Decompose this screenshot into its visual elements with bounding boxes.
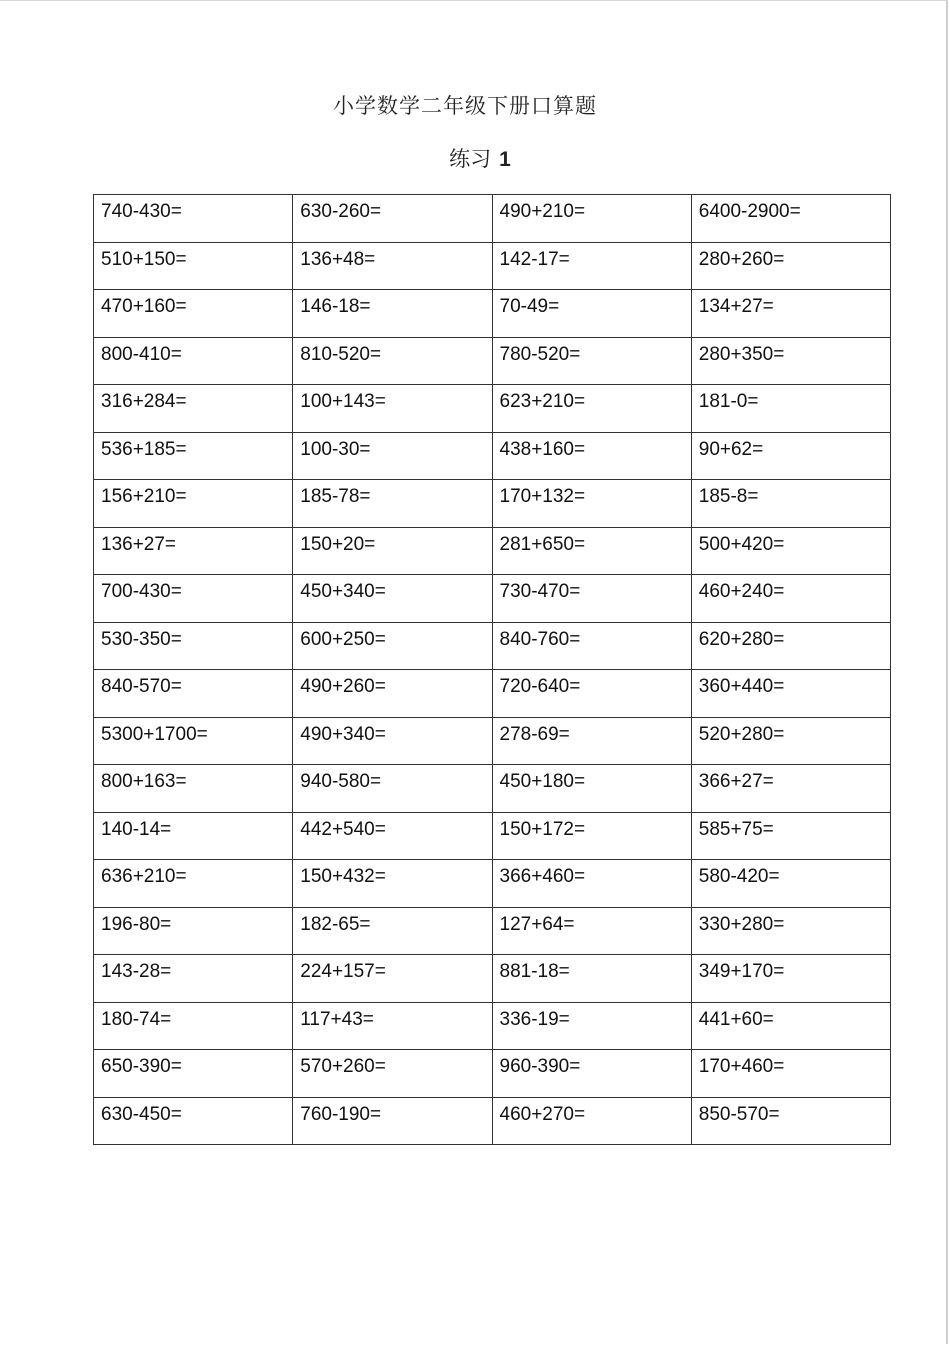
problem-cell: 600+250= <box>293 622 492 670</box>
problem-cell: 530-350= <box>94 622 293 670</box>
problem-cell: 156+210= <box>94 480 293 528</box>
table-row <box>94 337 891 385</box>
problem-cell: 146-18= <box>293 290 492 338</box>
problem-cell: 850-570= <box>691 1097 890 1145</box>
table-row <box>94 527 891 575</box>
problem-cell: 760-190= <box>293 1097 492 1145</box>
problem-cell: 150+172= <box>492 812 691 860</box>
table-row <box>94 1097 891 1145</box>
problem-cell: 630-450= <box>94 1097 293 1145</box>
problem-cell: 442+540= <box>293 812 492 860</box>
problem-cell: 580-420= <box>691 860 890 908</box>
problem-cell: 100-30= <box>293 432 492 480</box>
problem-cell: 185-78= <box>293 480 492 528</box>
problem-cell: 620+280= <box>691 622 890 670</box>
problem-cell: 280+260= <box>691 242 890 290</box>
problem-cell: 100+143= <box>293 385 492 433</box>
problem-cell: 90+62= <box>691 432 890 480</box>
problem-cell: 281+650= <box>492 527 691 575</box>
problem-cell: 720-640= <box>492 670 691 718</box>
problem-cell: 450+180= <box>492 765 691 813</box>
problem-cell: 470+160= <box>94 290 293 338</box>
problem-cell: 730-470= <box>492 575 691 623</box>
problem-cell: 881-18= <box>492 955 691 1003</box>
problem-cell: 510+150= <box>94 242 293 290</box>
problem-cell: 330+280= <box>691 907 890 955</box>
table-row <box>94 670 891 718</box>
problem-cell: 360+440= <box>691 670 890 718</box>
problem-cell: 196-80= <box>94 907 293 955</box>
table-row <box>94 907 891 955</box>
table-row <box>94 955 891 1003</box>
problem-table <box>93 194 891 1145</box>
problem-cell: 181-0= <box>691 385 890 433</box>
problem-cell: 840-760= <box>492 622 691 670</box>
problem-cell: 150+432= <box>293 860 492 908</box>
problem-cell: 960-390= <box>492 1050 691 1098</box>
problem-cell: 182-65= <box>293 907 492 955</box>
problem-cell: 570+260= <box>293 1050 492 1098</box>
table-row <box>94 622 891 670</box>
problem-cell: 623+210= <box>492 385 691 433</box>
problem-cell: 700-430= <box>94 575 293 623</box>
table-row <box>94 432 891 480</box>
problem-cell: 134+27= <box>691 290 890 338</box>
page-title: 小学数学二年级下册口算题 <box>333 94 597 118</box>
problem-cell: 940-580= <box>293 765 492 813</box>
exercise-number: 1 <box>499 148 511 171</box>
problem-cell: 490+340= <box>293 717 492 765</box>
problem-cell: 636+210= <box>94 860 293 908</box>
problem-cell: 840-570= <box>94 670 293 718</box>
table-row <box>94 812 891 860</box>
table-row <box>94 195 891 243</box>
problem-cell: 224+157= <box>293 955 492 1003</box>
problem-cell: 740-430= <box>94 195 293 243</box>
problem-cell: 143-28= <box>94 955 293 1003</box>
table-row <box>94 1050 891 1098</box>
table-row <box>94 717 891 765</box>
problem-cell: 140-14= <box>94 812 293 860</box>
table-row <box>94 290 891 338</box>
problem-cell: 585+75= <box>691 812 890 860</box>
problem-cell: 180-74= <box>94 1002 293 1050</box>
problem-cell: 336-19= <box>492 1002 691 1050</box>
problem-cell: 441+60= <box>691 1002 890 1050</box>
problem-cell: 136+27= <box>94 527 293 575</box>
problem-cell: 800-410= <box>94 337 293 385</box>
problem-cell: 316+284= <box>94 385 293 433</box>
problem-cell: 810-520= <box>293 337 492 385</box>
problem-cell: 142-17= <box>492 242 691 290</box>
problem-cell: 780-520= <box>492 337 691 385</box>
problem-cell: 127+64= <box>492 907 691 955</box>
problem-cell: 490+260= <box>293 670 492 718</box>
problem-cell: 800+163= <box>94 765 293 813</box>
table-row <box>94 765 891 813</box>
exercise-heading <box>0 143 950 173</box>
problem-cell: 460+240= <box>691 575 890 623</box>
problem-cell: 70-49= <box>492 290 691 338</box>
table-row <box>94 480 891 528</box>
problem-cell: 650-390= <box>94 1050 293 1098</box>
problem-cell: 450+340= <box>293 575 492 623</box>
problem-cell: 500+420= <box>691 527 890 575</box>
problem-cell: 278-69= <box>492 717 691 765</box>
problem-cell: 536+185= <box>94 432 293 480</box>
problem-cell: 185-8= <box>691 480 890 528</box>
problem-cell: 170+132= <box>492 480 691 528</box>
problem-cell: 280+350= <box>691 337 890 385</box>
problem-cell: 170+460= <box>691 1050 890 1098</box>
table-row <box>94 1002 891 1050</box>
problem-table-body <box>94 195 891 1145</box>
table-row <box>94 385 891 433</box>
problem-cell: 460+270= <box>492 1097 691 1145</box>
problem-cell: 6400-2900= <box>691 195 890 243</box>
problem-cell: 349+170= <box>691 955 890 1003</box>
table-row <box>94 860 891 908</box>
problem-cell: 366+460= <box>492 860 691 908</box>
problem-cell: 117+43= <box>293 1002 492 1050</box>
problem-cell: 520+280= <box>691 717 890 765</box>
table-row <box>94 575 891 623</box>
problem-cell: 136+48= <box>293 242 492 290</box>
exercise-label: 练习 <box>449 147 492 171</box>
problem-cell: 5300+1700= <box>94 717 293 765</box>
problem-cell: 150+20= <box>293 527 492 575</box>
problem-cell: 438+160= <box>492 432 691 480</box>
problem-cell: 630-260= <box>293 195 492 243</box>
problem-cell: 366+27= <box>691 765 890 813</box>
problem-cell: 490+210= <box>492 195 691 243</box>
table-row <box>94 242 891 290</box>
